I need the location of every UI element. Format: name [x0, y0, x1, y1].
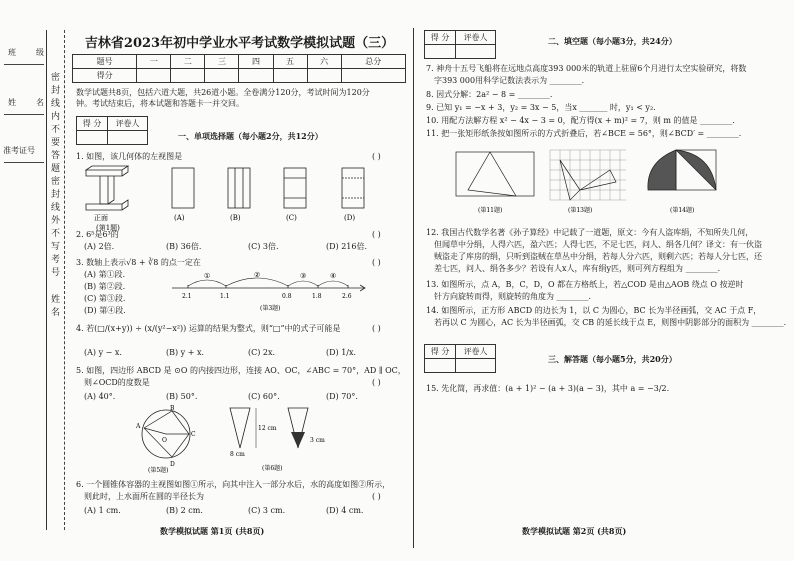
q5-option-a[interactable]: (A) 40°.	[84, 392, 116, 401]
section2-title: 二、填空题（每小题3分，共24分）	[548, 36, 677, 46]
page2-footer: 数学模拟试题 第2页 (共8页)	[522, 526, 627, 536]
score-table-header-row: 题号 一 二 三 四 五 六 总分	[73, 55, 406, 69]
q10: 10. 用配方法解方程 x² − 4x − 3 = 0，配方得(x + m)² = 7，则 m 的值是 ________.	[426, 116, 735, 125]
seal-dashed-line	[64, 30, 65, 530]
q4-option-a[interactable]: (A) y − x.	[84, 348, 122, 357]
q1-stem: 1. 如图，该几何体的左视图是	[76, 152, 183, 161]
q6-stem-2: 则此时，上水面所在圆的半径长为	[84, 492, 204, 501]
q12-line-4: 差七匹，问人、绢各多少？若设有人x人，库有绢y匹，则可列方程组为 ________.	[434, 264, 721, 273]
q3-tick-5: 2.6	[342, 293, 352, 300]
q14-fig-label: (第14题)	[670, 207, 695, 214]
exam-id-field-line	[4, 162, 44, 163]
q11-fold-figure	[456, 152, 534, 196]
q12-line-1: 12. 我国古代数学名著《孙子算经》中记载了一道题，原文：今有人盗库绢，不知所失几何，	[426, 228, 754, 237]
q3-tick-2: 1.1	[220, 293, 230, 300]
q3-option-c[interactable]: (C) 第③段.	[84, 294, 126, 303]
q5-circle-figure	[132, 404, 202, 472]
q3-stem: 3. 数轴上表示√8 + ∛8 的点一定在	[76, 258, 201, 267]
instructions-line-2: 钟。考试结束后，将本试题和答题卡一并交回。	[76, 99, 244, 108]
score-table-score-row: 得分	[73, 69, 406, 83]
section3-title: 三、解答题（每小题5分，共20分）	[548, 354, 677, 364]
q1-option-d[interactable]: (D)	[344, 214, 356, 222]
q1-opt-d-fig	[342, 168, 364, 208]
grader-box-2: 得 分 评卷人	[424, 30, 496, 59]
q3-tick-1: 2.1	[182, 293, 192, 300]
q2-option-a[interactable]: (A) 2倍.	[84, 242, 115, 251]
q5-point-a: A	[136, 423, 141, 430]
q6-option-c[interactable]: (C) 3 cm.	[248, 506, 286, 515]
q5-point-b: B	[170, 405, 175, 412]
q7-line-1: 7. 神舟十五号飞船将在远地点高度393 000米的轨道上驻留6个月进行太空实验研究，将数	[426, 64, 747, 73]
score-table	[72, 54, 406, 83]
q2-option-d[interactable]: (D) 216倍.	[326, 242, 368, 251]
q1-option-a[interactable]: (A)	[174, 214, 185, 222]
q4-paren: ( )	[372, 324, 381, 333]
q1-figure	[76, 164, 406, 232]
class-label-2: 级	[36, 48, 44, 57]
section1-title: 一、单项选择题（每小题2分，共12分）	[178, 131, 323, 141]
q6-cone-figure	[222, 404, 332, 472]
q4-option-b[interactable]: (B) y + x.	[166, 348, 205, 357]
q3-seg-1: ①	[204, 272, 211, 280]
q5-paren: ( )	[372, 378, 381, 387]
name-label: 姓	[8, 98, 16, 107]
q5-point-d: D	[170, 461, 175, 468]
q13-fig-label: (第13题)	[568, 207, 593, 214]
grader-box-1: 得 分 评卷人	[76, 116, 148, 145]
q6-diameter-dim: 8 cm	[230, 451, 245, 458]
q6-water-dim: 3 cm	[310, 437, 325, 444]
binding-sidebar	[0, 30, 68, 550]
q5-point-o: O	[162, 437, 167, 444]
q2-stem: 2. 6⁵是6³的	[76, 230, 119, 239]
q6-option-a[interactable]: (A) 1 cm.	[84, 506, 121, 515]
q14-line-2: 若再以 C 为圆心，AC 长为半径画弧，交 CB 的延长线于点 E，则图中阴影部分的面积为 ________.	[434, 318, 787, 327]
exam-title: 吉林省2023年初中学业水平考试数学模拟试题（三）	[84, 36, 395, 51]
q5-option-d[interactable]: (D) 70°.	[326, 392, 358, 401]
q3-tick-4: 1.8	[312, 293, 322, 300]
q3-fig-label: (第3题)	[260, 305, 281, 312]
q1-solid	[86, 166, 128, 210]
q1-opt-c-fig	[284, 168, 306, 208]
q1-front-label: 正面	[94, 214, 108, 222]
q13-grid-figure	[550, 150, 626, 200]
q5-option-c[interactable]: (C) 60°.	[248, 392, 280, 401]
name-label-2: 名	[36, 98, 44, 107]
q6-option-d[interactable]: (D) 4 cm.	[326, 506, 364, 515]
grader-box-3: 得 分 评卷人	[424, 344, 496, 373]
q3-seg-4: ④	[330, 272, 337, 280]
q5-fig-label: (第5题)	[148, 467, 169, 474]
q6-paren: ( )	[372, 492, 381, 501]
q11: 11. 把一张矩形纸条按如图所示的方式折叠后，若∠BCE = 56°，则∠BCD′ = ________.	[426, 129, 742, 138]
q13-line-1: 13. 如图所示，点 A，B，C，D，O 都在方格纸上，若△COD 是由△AOB 绕点 O 按逆时	[426, 280, 744, 289]
q3-seg-2: ②	[254, 271, 261, 279]
sidebar-border	[46, 30, 47, 530]
q3-option-d[interactable]: (D) 第④段.	[84, 306, 126, 315]
seal-text-column: 密 封 线 内 不 要 答 题 密 封 线 外 不 写 考 号 姓 名	[50, 73, 60, 318]
q8: 8. 因式分解：2a² − 8 = ________.	[426, 90, 553, 99]
q1-option-b[interactable]: (B)	[230, 214, 241, 222]
q4-stem: 4. 若(□/(x+y)) ÷ (x/(y²−x²)) 运算的结果为整式，则“□”中的式子可能是	[76, 324, 341, 333]
q3-option-a[interactable]: (A) 第①段.	[84, 270, 126, 279]
page1-footer: 数学模拟试题 第1页 (共8页)	[160, 526, 265, 536]
q5-stem-1: 5. 如图，四边形 ABCD 是 ⊙O 的内接四边形，连接 AO、OC，∠ABC = 70°，AD ∥ OC，	[76, 366, 406, 375]
q5-stem-2: 则∠OCD的度数是	[84, 378, 150, 387]
q3-seg-3: ③	[300, 272, 307, 280]
q6-stem-1: 6. 一个圆锥体容器的主视图如图①所示，向其中注入一部分水后，水的高度如图②所示，	[76, 480, 391, 489]
name-field-line	[4, 114, 44, 115]
q1-fig-label: (第1题)	[96, 224, 120, 232]
class-label: 班	[8, 48, 16, 57]
q5-point-c: C	[191, 431, 196, 438]
q1-paren: ( )	[372, 152, 381, 161]
q12-line-2: 但闻草中分绢，人得六匹，盈六匹；人得七匹，不足七匹，问人、绢各几何？译文：有一伙盗	[434, 240, 762, 249]
q3-paren: ( )	[372, 258, 381, 267]
q6-option-b[interactable]: (B) 2 cm.	[166, 506, 203, 515]
exam-id-label: 准考证号	[3, 146, 35, 155]
q1-opt-a-fig	[172, 168, 194, 208]
q2-paren: ( )	[372, 230, 381, 239]
q6-height-dim: 12 cm	[258, 425, 277, 432]
q6-fig-label: (第6题)	[262, 465, 283, 472]
q13-line-2: 针方向旋转而得，则旋转的角度为 ________.	[434, 292, 592, 301]
q2-option-b[interactable]: (B) 36倍.	[166, 242, 202, 251]
q9: 9. 已知 y₁ = −x + 3，y₂ = 3x − 5，当x _______ 时，y₁ < y₂.	[426, 103, 656, 112]
page-divider	[413, 28, 414, 548]
q14-line-1: 14. 如图所示，正方形 ABCD 的边长为 1，以 C 为圆心，BC 长为半径画弧，交 AC 于点 F，	[426, 306, 762, 315]
q14-square-figure	[648, 150, 716, 190]
q12-line-3: 贼盗走了库房的绢，只听到盗贼在草丛中分绢，若每人分六匹，则剩六匹；若每人分七匹，还	[434, 252, 762, 261]
q4-option-d[interactable]: (D) 1/x.	[326, 348, 357, 357]
q4-option-c[interactable]: (C) 2x.	[248, 348, 276, 357]
q3-number-line	[168, 266, 368, 316]
class-field-line	[4, 64, 44, 65]
q5-option-b[interactable]: (B) 50°.	[166, 392, 198, 401]
instructions-line-1: 数学试题共8页，包括六道大题，共26道小题。全卷满分120分，考试时间为120分	[76, 88, 370, 97]
q7-line-2: 字393 000用科学记数法表示为 ________.	[434, 76, 585, 85]
q1-option-c[interactable]: (C)	[286, 214, 297, 222]
q2-option-c[interactable]: (C) 3倍.	[248, 242, 279, 251]
q15: 15. 先化简，再求值：(a + 1)² − (a + 3)(a − 3)，其中 a = −3/2.	[426, 384, 670, 393]
q11-fig-label: (第11题)	[478, 207, 503, 214]
q1-opt-b-fig	[228, 168, 250, 208]
q3-option-b[interactable]: (B) 第②段.	[84, 282, 126, 291]
q11-13-14-figures	[430, 142, 730, 220]
q3-tick-3: 0.8	[282, 293, 292, 300]
